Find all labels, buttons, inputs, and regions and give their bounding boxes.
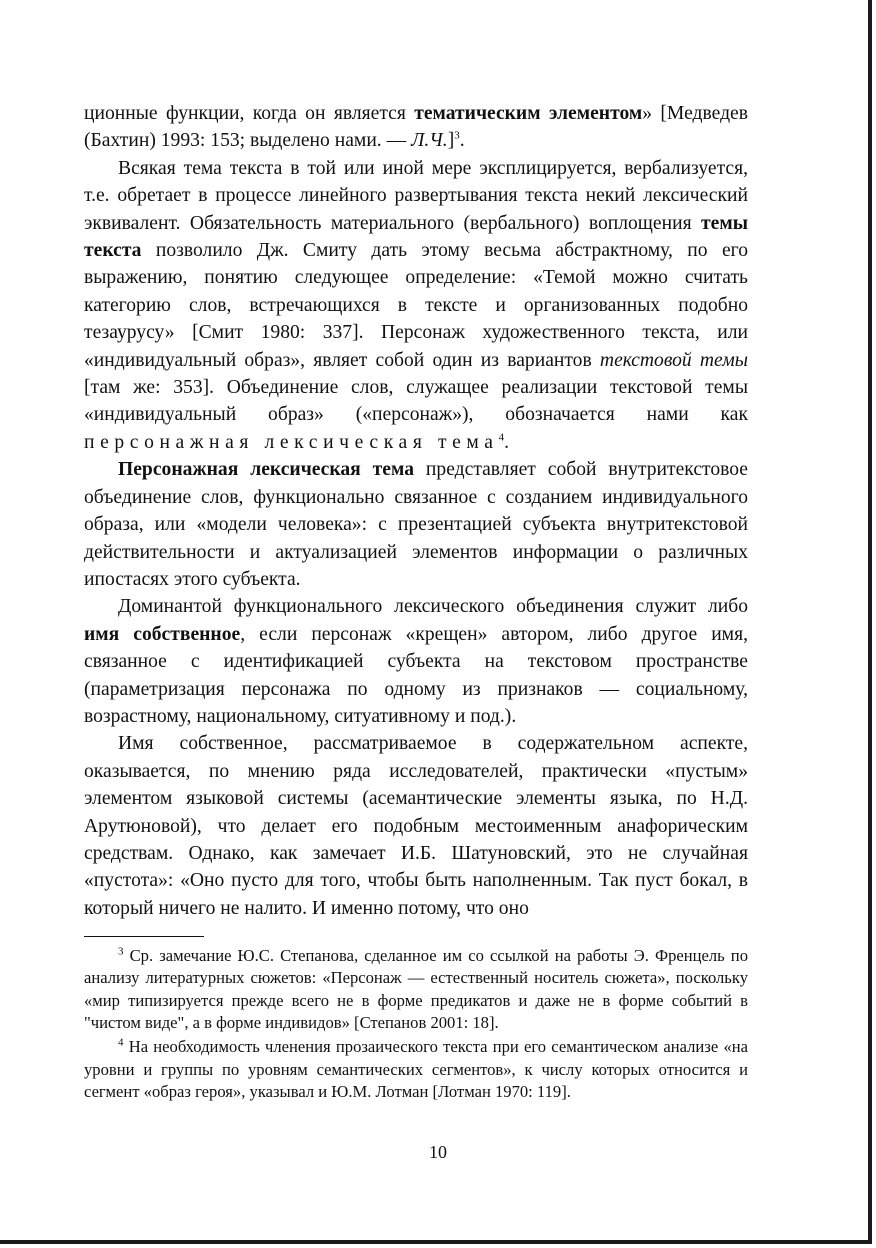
page-number: 10	[429, 1142, 447, 1162]
bold-term: тематическим элементом	[414, 103, 643, 124]
text-run: .	[504, 431, 509, 453]
paragraph-2	[84, 155, 748, 456]
text-run: .	[459, 130, 465, 152]
italic-term: текстовой темы	[599, 349, 748, 371]
text-run: » [Медведев (Бахтин) 1993: 153; выделено нами. —	[84, 103, 748, 152]
text-run: Доминантой функционального лексического объединения служит либо	[118, 596, 748, 618]
bold-term: имя собственное	[84, 623, 241, 645]
paragraph-4	[84, 593, 748, 730]
footnote-number: 3	[118, 945, 124, 958]
paragraph-3	[84, 456, 748, 593]
text-run: Имя собственное, рассматриваемое в содержательном аспекте, оказывается, по мнению ряда исследователей, практически «пустым» элементом языковой системы (асемантические элементы языка, по Н.Д. Арутюновой), что делает его подобным местоименным анафорическим средствам. Однако, как замечает И.Б. Шатуновский, это не случайная «пустота»: «Оно пусто для того, чтобы быть наполненным. Так пуст бокал, в который ничего не налито. И именно потому, что оно	[84, 733, 748, 919]
footnote-text: На необходимость членения прозаического текста при его семантическом анализе «на уровни и группы по уровням семантических сегментов», к числу которых относится и сегмент «образ героя», указывал и Ю.М. Лотман [Лотман 1970: 119].	[84, 1037, 748, 1101]
footnote-number: 4	[118, 1036, 124, 1049]
paragraph-1	[84, 100, 748, 155]
footnote-ref-4: 4	[498, 431, 505, 444]
text-run: , если персонаж «крещен» автором, либо другое имя, связанное с идентификацией субъекта на текстовом пространстве (параметризация персонажа по одному из признаков — социальному, возрастному, национальному, ситуативному и под.).	[84, 623, 748, 727]
italic-initials: Л.Ч.	[411, 130, 448, 152]
text-run: ционные функции, когда он является	[84, 103, 415, 124]
text-run: Всякая тема текста в той или иной мере эксплицируется, вербализуется, т.е. обретает в процессе линейного развертывания текста некий лексический эквивалент. Обязательность материального (вербального) воплощения	[84, 157, 748, 234]
footnote-text: Ср. замечание Ю.С. Степанова, сделанное им со ссылкой на работы Э. Френцель по анализу литературных сюжетов: «Персонаж — естественный носитель сюжета», поскольку «мир типизируется прежде всего не в форме предикатов и даже не в форме событий в "чистом виде", а в форме индивидов» [Степанов 2001: 18].	[84, 946, 748, 1033]
page-body	[84, 100, 748, 1105]
footnote-4	[84, 1036, 748, 1103]
text-run: представляет собой внутритекстовое объединение слов, функционально связанное с созданием индивидуального образа, или «модели человека»: с презентацией субъекта внутритекстовой действительности и актуализацией элементов информации о различных ипостасях этого субъекта.	[84, 459, 748, 590]
bold-term: темы текста	[84, 212, 748, 262]
footnotes	[84, 945, 748, 1103]
footnote-ref-3: 3	[454, 129, 460, 142]
paragraph-5	[84, 730, 748, 922]
text-run: [там же: 353]. Объединение слов, служащее реализации текстовой темы «индивидуальный образ» («персонаж»), обозначается нами как	[84, 377, 748, 426]
bold-term: Персонажная лексическая тема	[118, 459, 415, 481]
main-text	[84, 100, 748, 922]
spaced-term: персонажная лексическая тема	[84, 431, 499, 453]
footnote-3	[84, 945, 748, 1034]
text-run: ]	[447, 130, 455, 152]
text-run: позволило Дж. Смиту дать этому весьма абстрактному, по его выражению, понятию следующее определение: «Темой можно считать категорию слов, встречающихся в тексте и организованных подобно тезаурусу» [Смит 1980: 337]. Персонаж художественного текста, или «индивидуальный образ», являет собой один из вариантов	[84, 240, 748, 371]
footnote-separator	[84, 936, 204, 937]
